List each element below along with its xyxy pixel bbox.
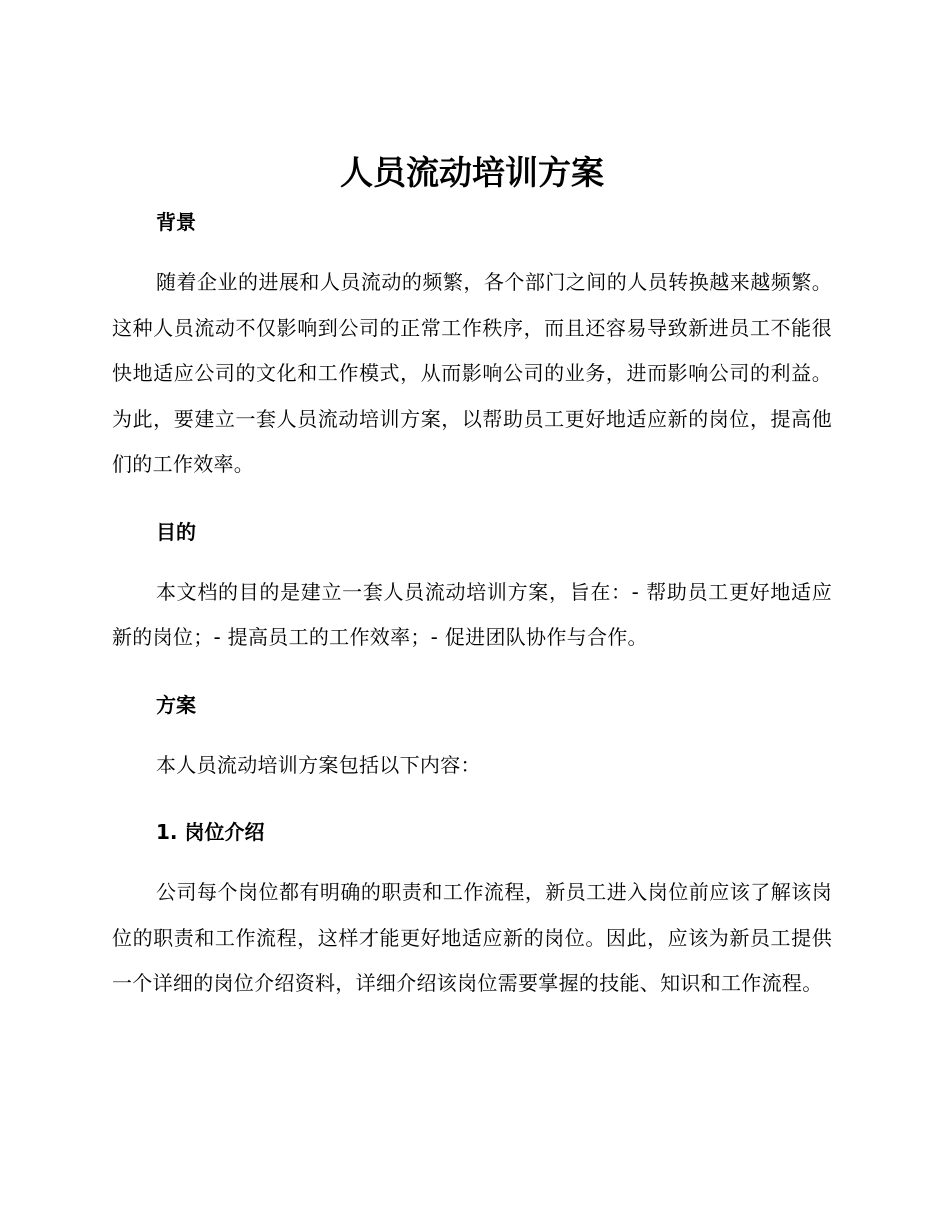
section-body-background: 随着企业的进展和人员流动的频繁，各个部门之间的人员转换越来越频繁。这种人员流动不仅影响到公司的正常工作秩序，而且还容易导致新进员工不能很快地适应公司的文化和工作模式，从而影响公司的业务，进而影响公司的利益。为此，要建立一套人员流动培训方案，以帮助员工更好地适应新的岗位，提高他们的工作效率。 xyxy=(112,270,832,476)
section-heading-plan: 方案 xyxy=(156,692,196,717)
section-heading-job-intro: 1. 岗位介绍 xyxy=(156,820,265,844)
section-body-plan: 本人员流动培训方案包括以下内容： xyxy=(156,752,481,777)
section-body-job-intro: 公司每个岗位都有明确的职责和工作流程，新员工进入岗位前应该了解该岗位的职责和工作流程，这样才能更好地适应新的岗位。因此，应该为新员工提供一个详细的岗位介绍资料，详细介绍该岗位需要掌握的技能、知识和工作流程。 xyxy=(112,880,832,995)
section-heading-purpose: 目的 xyxy=(156,519,196,544)
document-title: 人员流动培训方案 xyxy=(340,153,604,192)
section-body-purpose: 本文档的目的是建立一套人员流动培训方案，旨在：- 帮助员工更好地适应新的岗位；- 提高员工的工作效率；- 促进团队协作与合作。 xyxy=(112,579,832,649)
section-heading-background: 背景 xyxy=(156,210,196,234)
